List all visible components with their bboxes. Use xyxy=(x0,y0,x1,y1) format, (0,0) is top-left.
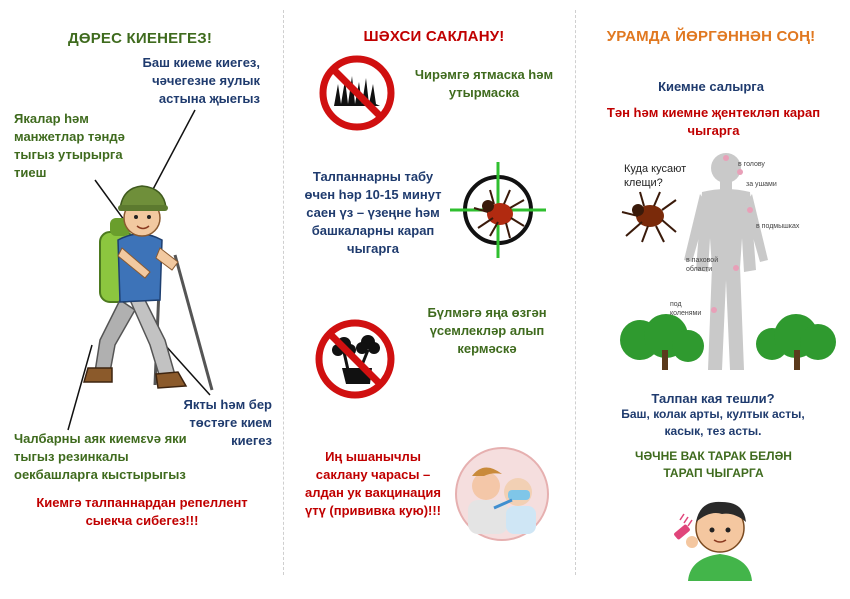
plants-note: Бүлмәгә яңа өзгән үсемлекләр алып кермәскә xyxy=(427,305,547,356)
hat-note: Баш киеме киегез, чәчегезне яулык астына җыегыз xyxy=(142,55,260,106)
grass-note: Чирәмгә ятмаска һәм утырмаска xyxy=(414,67,554,100)
boy-combing-illustration xyxy=(670,486,770,581)
collar-note: Якалар һәм манжетлар тәндә тыгыз утырырга тиеш xyxy=(14,111,125,180)
left-column xyxy=(0,0,283,599)
trousers-note: Чалбарны аяк киемενә яки тыгыз резинкалы оекбашларга кыстырыгыз xyxy=(14,431,187,482)
comb-note: ЧӘЧНЕ ВАК ТАРАК БЕЛӘН ТАРАП ЧЫГАРГА xyxy=(635,449,792,480)
tick-target-icon xyxy=(448,160,548,260)
check-note: Талпаннарны табу өчен һәр 10-15 минут саен үз – үзеңне һәм башкаларны карап чыгарга xyxy=(304,169,442,256)
label-groin: в паховой области xyxy=(686,257,719,273)
middle-title: ШӘХСИ САКЛАНУ! xyxy=(363,28,505,45)
vaccination-icon xyxy=(454,446,550,542)
vaccine-note: Иң ышанычлы саклану чарасы – алдан ук вакцинация үтү (прививка кую)!!! xyxy=(304,449,442,518)
jacket-note: Якты һәм бер төстәге кием киегез xyxy=(183,397,272,448)
where-text: Баш, колак арты, култык асты, касык, тез асты. xyxy=(621,407,805,438)
label-armpits: в подмышках xyxy=(756,223,800,230)
hiker-illustration xyxy=(0,0,283,420)
right-column xyxy=(576,0,850,599)
diagram-question: Куда кусают клещи? xyxy=(624,163,687,189)
no-grass-icon xyxy=(318,54,396,132)
no-flowers-icon xyxy=(314,318,396,400)
label-head: в голову xyxy=(738,161,765,168)
label-ears: за ушами xyxy=(746,181,777,188)
where-title: Талпан кая тешли? xyxy=(651,391,775,406)
inspect-note: Тән һәм киемне җентекләп карап чыгарга xyxy=(606,105,821,138)
label-knees: под коленями xyxy=(670,301,702,317)
middle-column xyxy=(284,0,575,599)
left-title: ДӨРЕС КИЕНЕГЕЗ! xyxy=(67,30,213,47)
repellent-note: Киемгә талпаннардан репеллент сыекча сибегез!!! xyxy=(36,495,248,528)
undress-note: Киемне салырга xyxy=(658,79,764,94)
right-title: УРАМДА ЙӨРГӘННӘН СОҢ! xyxy=(606,28,816,45)
